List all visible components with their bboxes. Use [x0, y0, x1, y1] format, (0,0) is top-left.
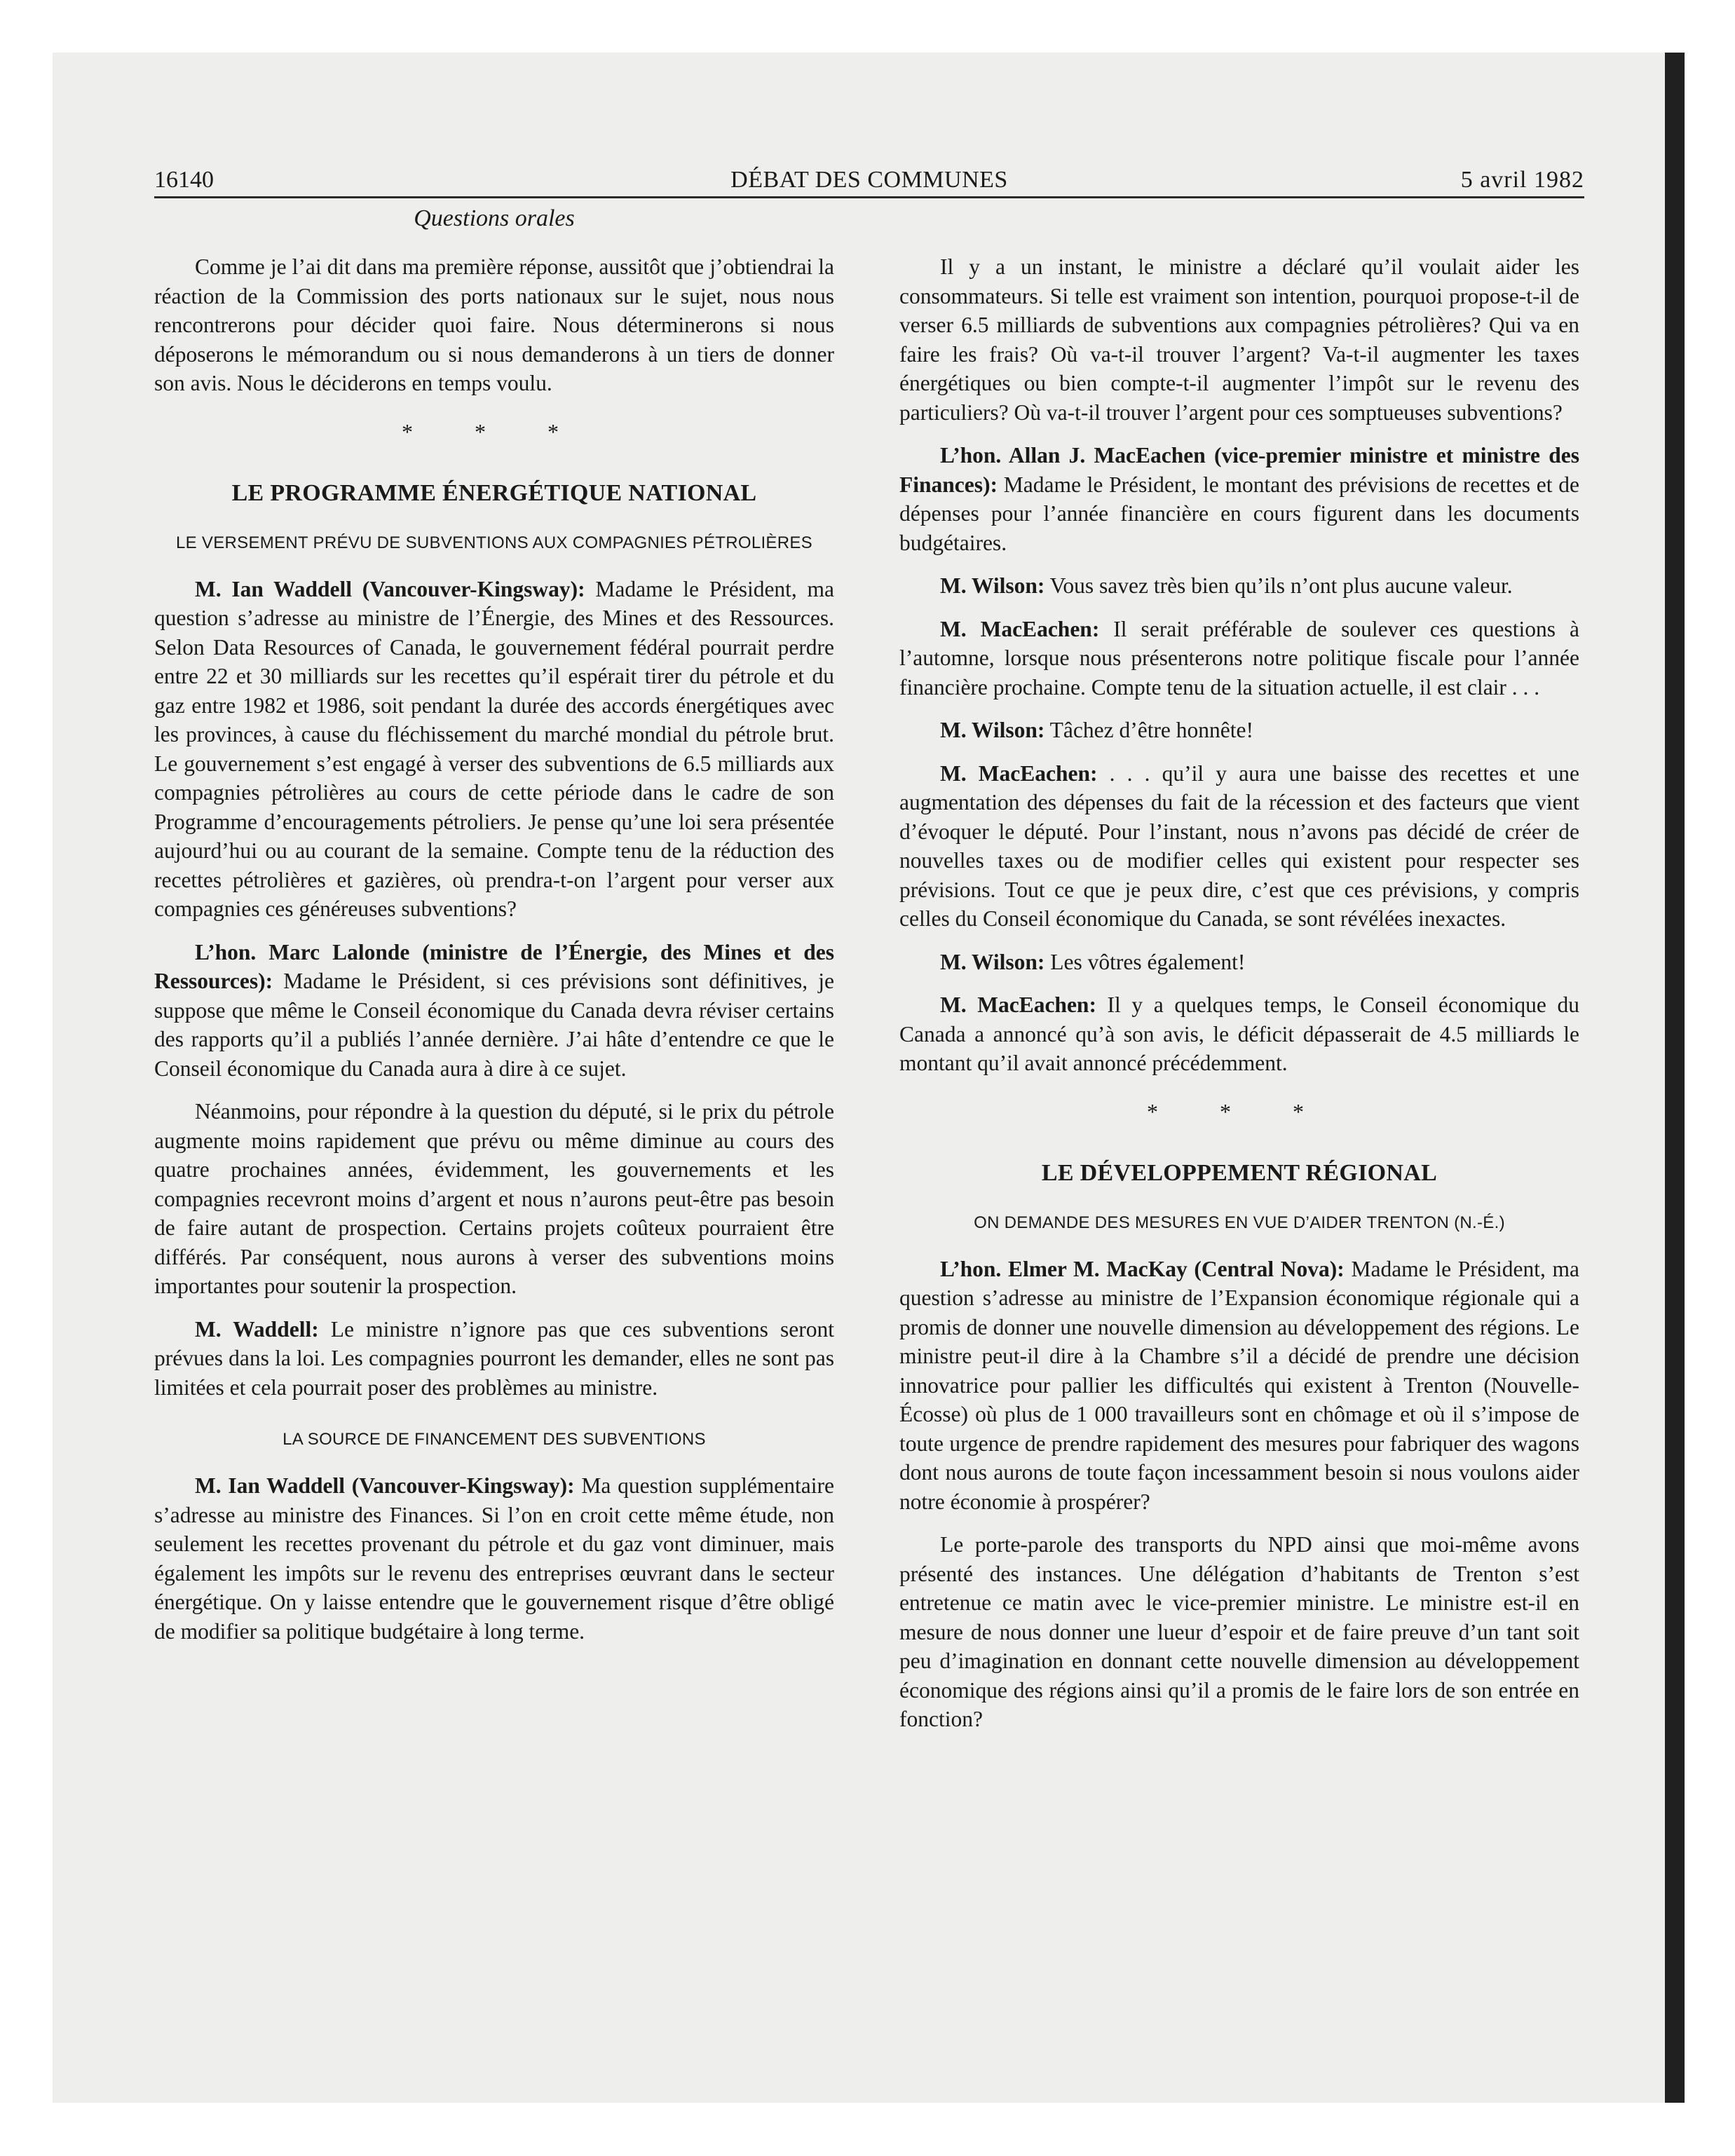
- speaker-name: L’hon. Elmer M. MacKay (Central Nova):: [940, 1256, 1345, 1281]
- speech-text: . . . qu’il y aura une baisse des recettes et une augmentation des dépenses du fait de la récession et des facteurs que vient d’évoquer le député. Pour l’instant, nous n’avons pas décidé de créer de nouvelles taxes ou de modifier celles qui existent pour respecter ses prévisions. Tout ce que je peux dire, c’est que ces prévisions, y compris celles du Conseil économique du Canada, se sont révélées inexactes.: [899, 760, 1579, 931]
- page-header: [154, 160, 1584, 198]
- speaker-name: L’hon. Marc Lalonde (ministre de l’Énergie, des Mines et des Ressources):: [154, 939, 834, 993]
- speaker-name: M. Ian Waddell (Vancouver-Kingsway):: [195, 1473, 575, 1498]
- speech-paragraph: [899, 948, 1579, 977]
- speech-text: Les vôtres également!: [1045, 949, 1246, 974]
- publication-title: DÉBAT DES COMMUNES: [730, 167, 1008, 193]
- right-column: [899, 252, 1579, 1748]
- speaker-name: M. Ian Waddell (Vancouver-Kingsway):: [195, 576, 585, 601]
- section-heading: LE DÉVELOPPEMENT RÉGIONAL: [1041, 1160, 1438, 1186]
- speech-text: Madame le Président, si ces prévisions sont définitives, je suppose que même le Conseil économique du Canada devra réviser certains des rapports qu’il a publiés l’année dernière. J’ai hâte d’entendre ce que le Conseil économique du Canada aura à dire à ce sujet.: [154, 969, 834, 1081]
- speaker-name: M. MacEachen:: [940, 616, 1100, 641]
- section-heading: LE PROGRAMME ÉNERGÉTIQUE NATIONAL: [231, 480, 757, 506]
- speaker-name: M. Waddell:: [195, 1316, 319, 1342]
- speech-text: Madame le Président, le montant des prévisions de recettes et de dépenses pour l’année financière en cours figurent dans les documents budgétaires.: [899, 472, 1579, 555]
- scan-edge-bar: [1665, 53, 1685, 2103]
- speech-paragraph: [899, 990, 1579, 1078]
- paragraph: Comme je l’ai dit dans ma première réponse, aussitôt que j’obtiendrai la réaction de la Commission des ports nationaux sur le sujet, nous nous rencontrerons pour décider quoi faire. Nous déterminerons si nous déposerons le mémorandum ou si nous demanderons à un tiers de donner son avis. Nous le déciderons en temps voulu.: [154, 254, 834, 395]
- speech-text: Madame le Président, ma question s’adresse au ministre de l’Expansion économique régionale qui a promis de donner une nouvelle dimension au développement des régions. Le ministre peut-il dire à la Chambre s’il a décidé de prendre une décision innovatrice pour pallier les difficultés qui existent à Trenton (Nouvelle-Écosse) où plus de 1 000 travailleurs sont en chômage et où il s’impose de toute urgence de prendre rapidement des mesures pour fabriquer des wagons dont nous aurons de toute façon incessamment besoin si nous voulons aider notre économie à prospérer?: [899, 1256, 1579, 1514]
- paragraph: Il y a un instant, le ministre a déclaré qu’il voulait aider les consommateurs. Si telle est vraiment son intention, pourquoi propose-t-il de verser 6.5 milliards de subventions aux compagnies pétrolières? Qui va en faire les frais? Où va-t-il trouver l’argent? Va-t-il augmenter les taxes énergétiques ou bien compte-t-il augmenter l’impôt sur le revenu des particuliers? Où va-t-il trouver l’argent pour ces somptueuses subventions?: [899, 254, 1579, 425]
- left-column: [154, 252, 834, 1660]
- section-separator: * * *: [402, 418, 587, 444]
- speech-paragraph: [154, 1315, 834, 1403]
- subheading: LA SOURCE DE FINANCEMENT DES SUBVENTIONS: [283, 1430, 706, 1449]
- speech-paragraph: [154, 938, 834, 1084]
- speech-text: Il y a quelques temps, le Conseil économique du Canada a annoncé qu’à son avis, le déficit dépasserait de 4.5 milliards le montant qu’il avait annoncé précédemment.: [899, 992, 1579, 1075]
- subheading: LE VERSEMENT PRÉVU DE SUBVENTIONS AUX COMPAGNIES PÉTROLIÈRES: [176, 533, 812, 552]
- speech-text: Le ministre n’ignore pas que ces subventions seront prévues dans la loi. Les compagnies pourront les demander, elles ne sont pas limitées et cela pourrait poser des problèmes au ministre.: [154, 1316, 834, 1400]
- speech-paragraph: [899, 441, 1579, 557]
- speech-paragraph: [154, 575, 834, 924]
- subheading: ON DEMANDE DES MESURES EN VUE D’AIDER TRENTON (N.-É.): [974, 1213, 1505, 1232]
- speech-text: Madame le Président, ma question s’adresse au ministre de l’Énergie, des Mines et des Ressources. Selon Data Resources of Canada, le gouvernement fédéral pourrait perdre entre 22 et 30 milliards sur les recettes qu’il espérait tirer du pétrole et du gaz entre 1982 et 1986, soit pendant la durée des accords énergétiques avec les provinces, à cause du fléchissement du marché mondial du pétrole brut. Le gouvernement s’est engagé à verser des subventions de 6.5 milliards aux compagnies pétrolières au cours de cette période dans le cadre de son Programme d’encouragements pétroliers. Je pense qu’une loi sera présentée aujourd’hui ou au courant de la semaine. Compte tenu de la réduction des recettes pétrolières et gazières, où prendra-t-on l’argent pour verser aux compagnies ces généreuses subventions?: [154, 576, 834, 921]
- speech-paragraph: [899, 615, 1579, 702]
- section-label: Questions orales: [414, 205, 575, 231]
- speech-paragraph: [899, 716, 1579, 745]
- speaker-name: M. MacEachen:: [940, 992, 1096, 1017]
- section-separator: * * *: [1147, 1098, 1332, 1124]
- speech-text: Il serait préférable de soulever ces questions à l’automne, lorsque nous présenterons notre politique fiscale pour l’année financière prochaine. Compte tenu de la situation actuelle, il est clair . . .: [899, 616, 1579, 700]
- speech-paragraph: [154, 1471, 834, 1646]
- speaker-name: M. Wilson:: [940, 949, 1045, 974]
- speaker-name: M. MacEachen:: [940, 760, 1098, 786]
- speech-paragraph: [899, 571, 1579, 601]
- paragraph: Néanmoins, pour répondre à la question du député, si le prix du pétrole augmente moins rapidement que prévu ou même diminue au cours des quatre prochaines années, évidemment, les gouvernements et les compagnies recevront moins d’argent et nous n’aurons peut-être pas besoin de faire autant de prospection. Certains projets coûteux pourraient être différés. Par conséquent, nous aurons à verser des subventions moins importantes pour soutenir la prospection.: [154, 1099, 834, 1298]
- speech-paragraph: [899, 759, 1579, 934]
- speech-text: Tâchez d’être honnête!: [1045, 718, 1253, 742]
- speech-text: Vous savez très bien qu’ils n’ont plus aucune valeur.: [1045, 573, 1513, 598]
- speech-paragraph: [899, 1255, 1579, 1517]
- speaker-name: L’hon. Allan J. MacEachen (vice-premier ministre et ministre des Finances):: [899, 443, 1579, 497]
- publication-date: 5 avril 1982: [1460, 167, 1584, 193]
- paragraph: Le porte-parole des transports du NPD ainsi que moi-même avons présenté des instances. Une délégation d’habitants de Trenton s’est entretenue ce matin avec le vice-premier ministre. Le ministre est-il en mesure de nous donner une lueur d’espoir et de faire preuve d’un tant soit peu d’imagination en donnant cette nouvelle dimension au développement économique des régions ainsi qu’il a promis de le faire lors de son entrée en fonction?: [899, 1532, 1579, 1731]
- page-number: 16140: [154, 167, 214, 193]
- speaker-name: M. Wilson:: [940, 573, 1045, 598]
- speaker-name: M. Wilson:: [940, 718, 1045, 742]
- speech-text: Ma question supplémentaire s’adresse au ministre des Finances. Si l’on en croit cette même étude, non seulement les recettes provenant du pétrole et du gaz vont diminuer, mais également les impôts sur le revenu des entreprises œuvrant dans le secteur énergétique. On y laisse entendre que le gouvernement risque d’être obligé de modifier sa politique budgétaire à long terme.: [154, 1473, 834, 1644]
